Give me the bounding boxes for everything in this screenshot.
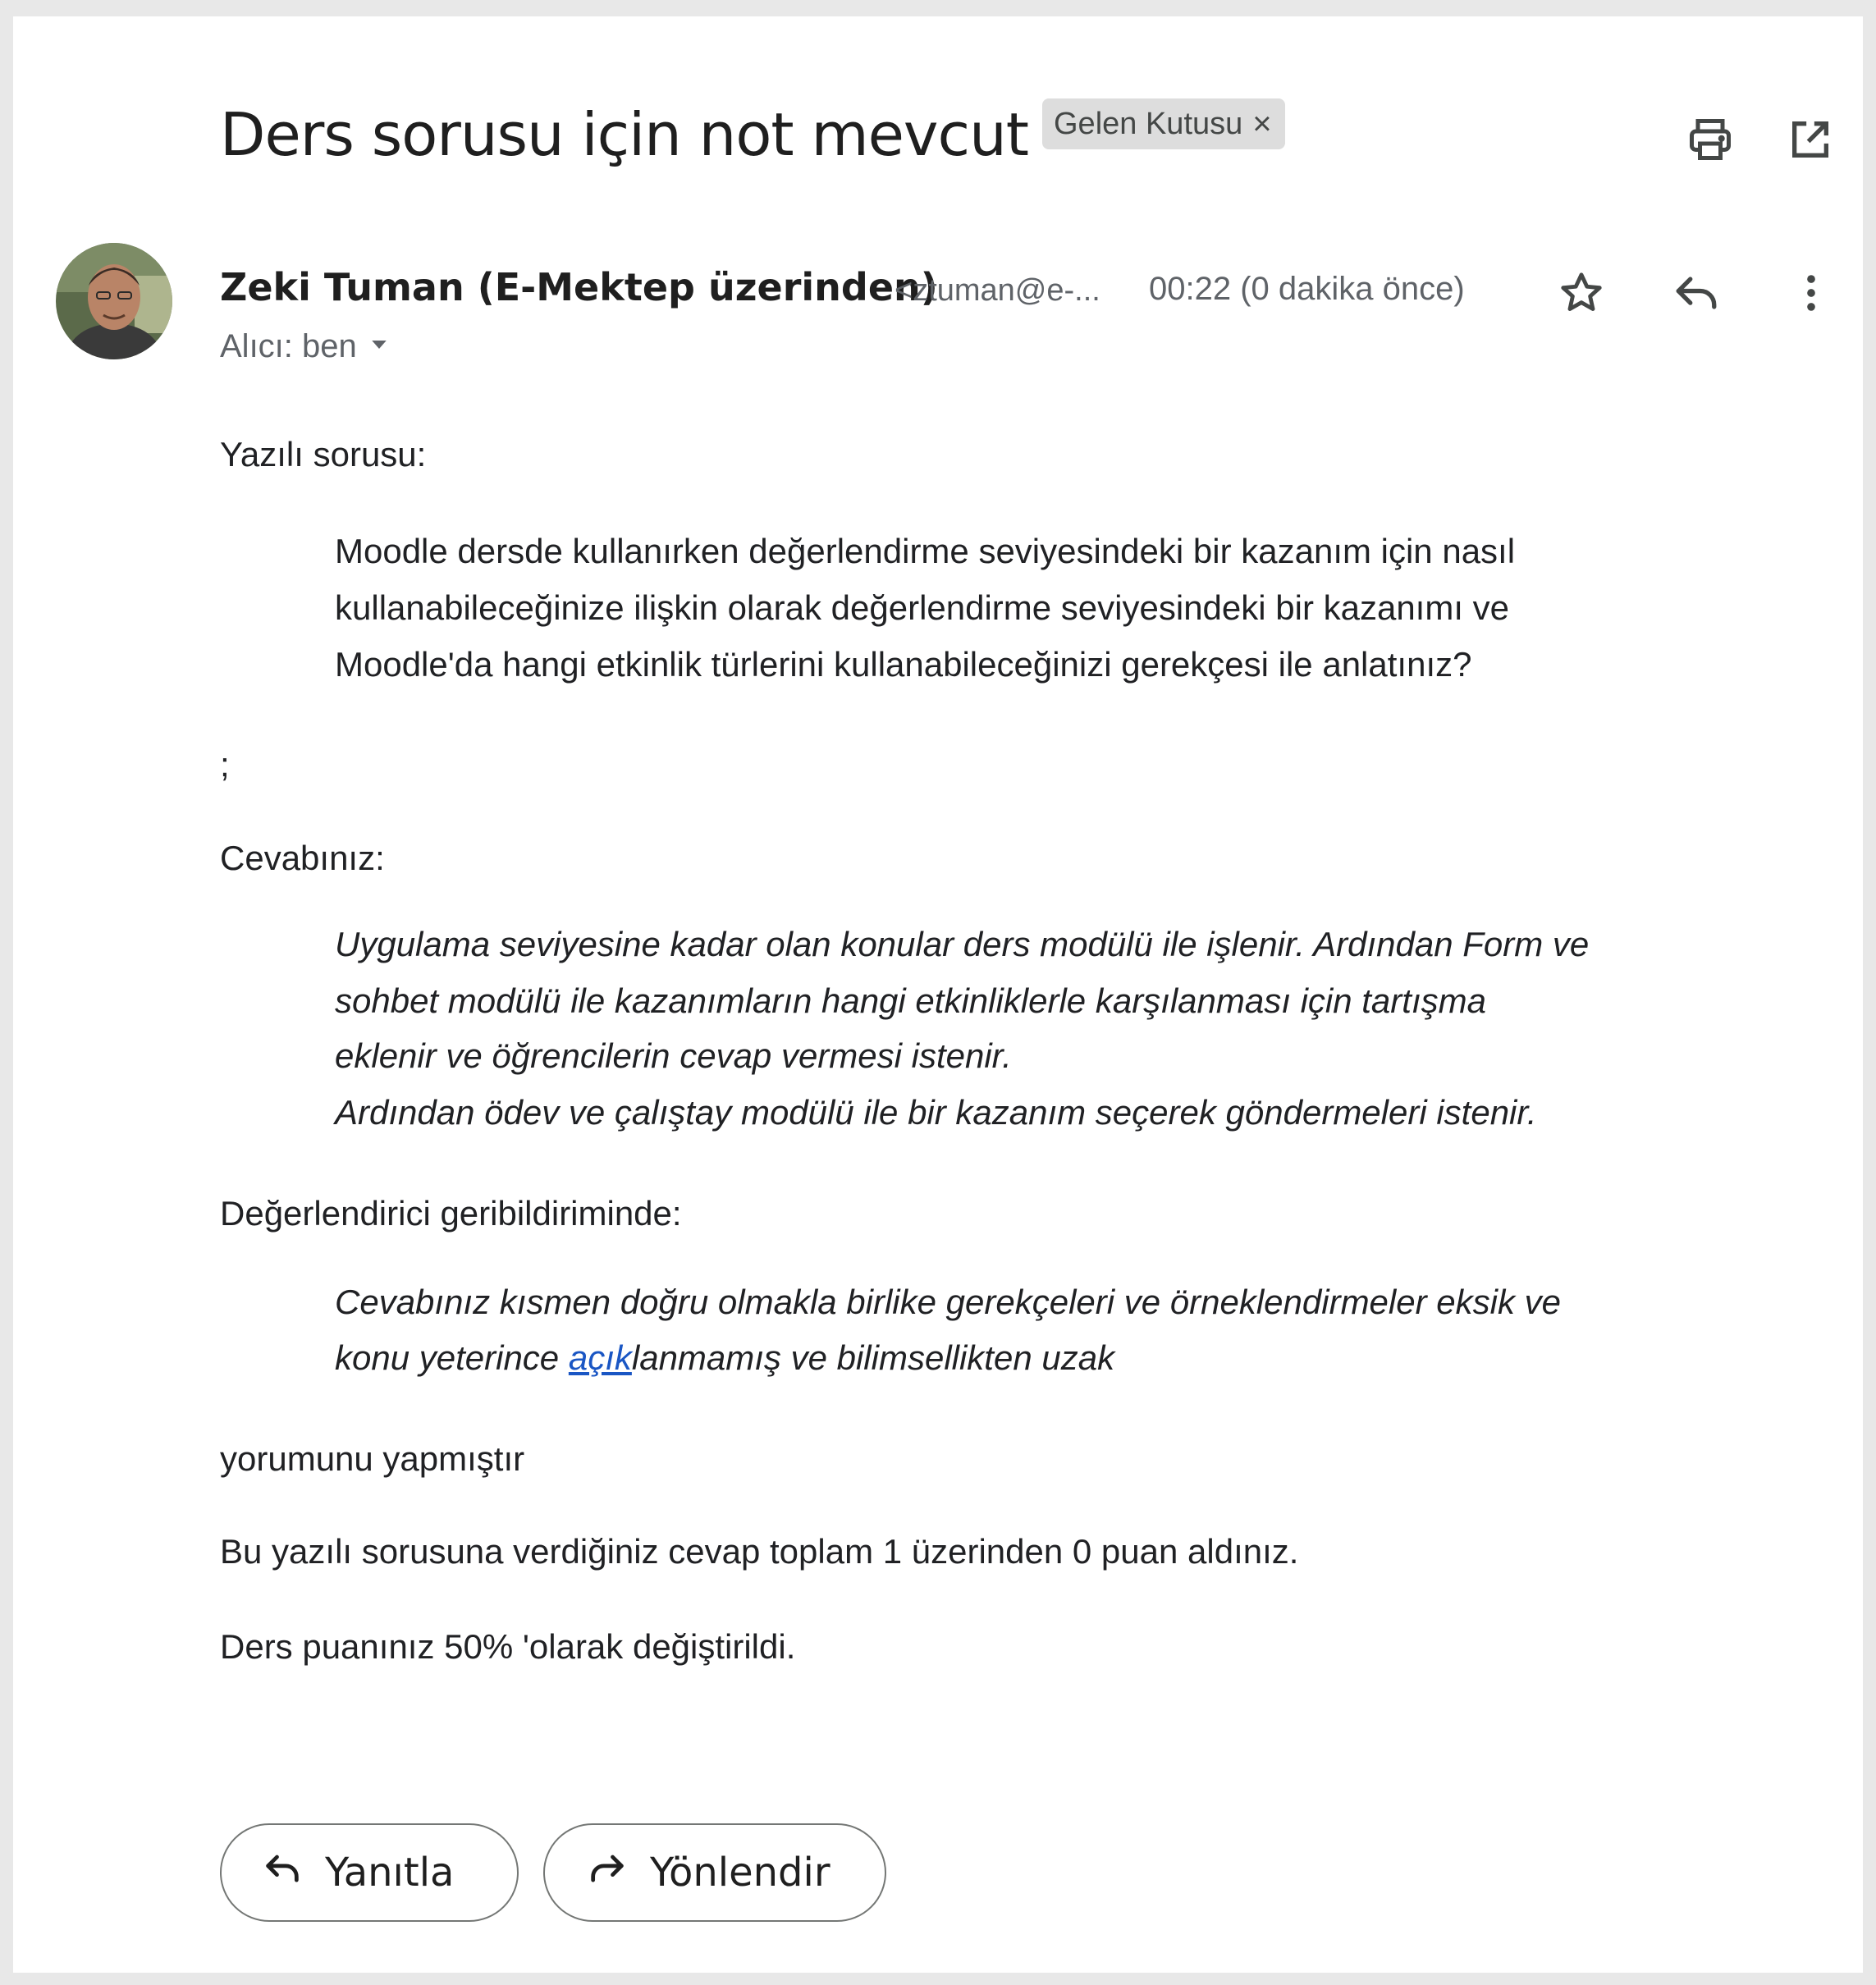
feedback-text: lanmamış ve bilimsellikten uzak: [631, 1338, 1115, 1377]
remove-label-icon[interactable]: ×: [1252, 105, 1272, 142]
course-grade-text: Ders puanınız 50% 'olarak değiştirildi.: [220, 1627, 796, 1666]
feedback-heading: Değerlendirici geribildiriminde:: [220, 1194, 682, 1233]
answer-heading: Cevabınız:: [220, 839, 385, 877]
email-view: [13, 16, 1863, 1973]
reply-icon[interactable]: [1668, 264, 1725, 322]
forward-icon: [586, 1846, 629, 1899]
question-heading: Yazılı sorusu:: [220, 435, 427, 473]
email-subject: Ders sorusu için not mevcut: [220, 100, 1028, 169]
separator: ;: [220, 745, 230, 784]
reply-button[interactable]: [220, 1823, 519, 1922]
caret-down-icon[interactable]: [367, 328, 391, 365]
recipient-dropdown[interactable]: [220, 328, 391, 365]
score-text: Bu yazılı sorusuna verdiğiniz cevap toplam 1 üzerinden 0 puan aldınız.: [220, 1532, 1299, 1571]
open-in-new-window-icon[interactable]: [1784, 113, 1837, 166]
forward-button[interactable]: [543, 1823, 886, 1922]
forward-button-label: Yönlendir: [650, 1850, 830, 1896]
sender-email: <ztuman@e-...: [895, 273, 1100, 308]
question-line: Moodle dersde kullanırken değerlendirme seviyesindeki bir kazanım için nasıl: [335, 532, 1516, 570]
answer-line: sohbet modülü ile kazanımların hangi etkinliklerle karşılanması için tartışma: [335, 981, 1486, 1020]
answer-line: eklenir ve öğrencilerin cevap vermesi istenir.: [335, 1036, 1012, 1075]
question-line: kullanabileceğinize ilişkin olarak değerlendirme seviyesindeki bir kazanımı ve: [335, 588, 1510, 627]
inbox-label-chip[interactable]: [1042, 98, 1285, 149]
print-icon[interactable]: [1684, 113, 1736, 166]
recipient-text: Alıcı: ben: [220, 328, 357, 364]
email-timestamp: 00:22 (0 dakika önce): [1149, 271, 1465, 307]
answer-line: Ardından ödev ve çalıştay modülü ile bir kazanım seçerek göndermeleri istenir.: [335, 1093, 1537, 1132]
feedback-line: Cevabınız kısmen doğru olmakla birlike gerekçeleri ve örneklendirmeler eksik ve: [335, 1283, 1561, 1321]
comment-made-text: yorumunu yapmıştır: [220, 1439, 525, 1478]
label-text: Gelen Kutusu: [1054, 106, 1243, 141]
more-options-icon[interactable]: [1782, 264, 1840, 322]
star-icon[interactable]: [1553, 264, 1610, 322]
answer-line: Uygulama seviyesine kadar olan konular ders modülü ile işlenir. Ardından Form ve: [335, 925, 1590, 963]
reply-icon: [261, 1846, 304, 1899]
question-line: Moodle'da hangi etkinlik türlerini kullanabileceğinizi gerekçesi ile anlatınız?: [335, 645, 1472, 684]
feedback-link[interactable]: açık: [568, 1338, 632, 1377]
feedback-text: konu yeterince: [335, 1338, 569, 1377]
feedback-line: [335, 1329, 1114, 1386]
reply-button-label: Yanıtla: [325, 1850, 455, 1896]
sender-avatar[interactable]: [56, 243, 172, 359]
sender-name[interactable]: Zeki Tuman (E-Mektep üzerinden): [220, 265, 938, 309]
